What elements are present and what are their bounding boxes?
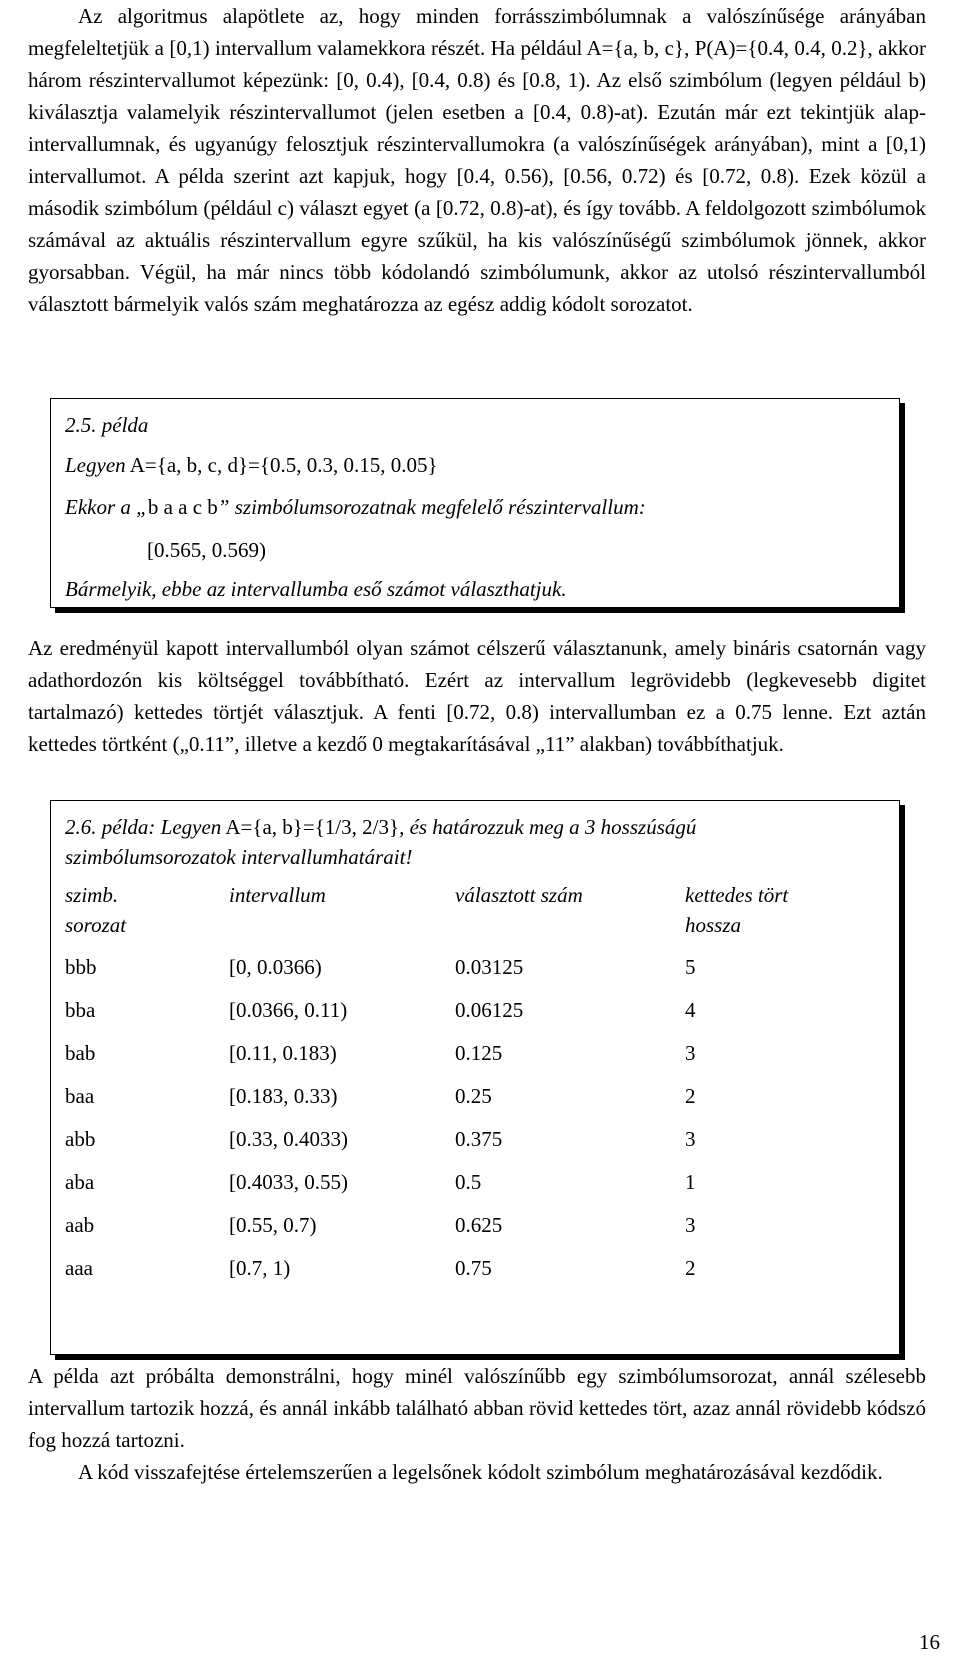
cell-interval: [0.4033, 0.55) bbox=[229, 1170, 348, 1194]
example-2-5-sequence: b a a c b bbox=[147, 495, 218, 519]
cell-number: 0.625 bbox=[455, 1213, 503, 1237]
example-2-5-line2 bbox=[65, 491, 646, 523]
example-2-5-title: 2.5. példa bbox=[65, 413, 149, 437]
cell-interval: [0.33, 0.4033) bbox=[229, 1127, 348, 1151]
paragraph-decoding: A kód visszafejtése értelemszerűen a legelsőnek kódolt szimbólum meghatározásával kezdődik. bbox=[78, 1460, 883, 1484]
example-2-5-interval: [0.565, 0.569) bbox=[147, 538, 266, 562]
header-binary-length-2: hossza bbox=[685, 913, 742, 937]
cell-interval: [0, 0.0366) bbox=[229, 955, 322, 979]
cell-length: 2 bbox=[685, 1256, 696, 1280]
cell-interval: [0.183, 0.33) bbox=[229, 1084, 338, 1108]
cell-length: 3 bbox=[685, 1041, 696, 1065]
cell-length: 3 bbox=[685, 1213, 696, 1237]
cell-length: 2 bbox=[685, 1084, 696, 1108]
page-number: 16 bbox=[919, 1630, 940, 1654]
cell-seq: aab bbox=[65, 1213, 95, 1237]
cell-length: 5 bbox=[685, 955, 696, 979]
header-binary-length-1: kettedes tört bbox=[685, 883, 789, 907]
cell-number: 0.03125 bbox=[455, 955, 524, 979]
cell-interval: [0.7, 1) bbox=[229, 1256, 291, 1280]
example-2-6-set: A={a, b}={1/3, 2/3} bbox=[225, 815, 400, 839]
example-2-5-line1-italic: Legyen bbox=[65, 453, 126, 477]
example-2-5-line2-italic-a: Ekkor a „ bbox=[65, 495, 148, 519]
cell-seq: aaa bbox=[65, 1256, 93, 1280]
cell-number: 0.125 bbox=[455, 1041, 503, 1065]
header-seq-1: szimb. bbox=[65, 883, 119, 907]
example-2-6-title-italic-b: , és határozzuk meg a 3 hosszúságú bbox=[399, 815, 697, 839]
paragraph-algorithm-idea: Az algoritmus alapötlete az, hogy minden forrásszimbólumnak a valószínűsége arányában megfeleltetjük a [0,1) intervallum valamekkora részét. Ha például A={a, b, c}, P(A)={0.4, 0.4, 0.2}, akkor három részintervallumot képezünk: [0, 0.4), [0.4, 0.8) és [0.8, 1). Az első szimbólum (legyen például b) kiválasztja valamelyik részintervallumot (jelen esetben a [0.4, 0.8)-at). Ezután már ezt tekintjük alap-intervallumnak, és ugyanúgy felosztjuk részintervallumokra (a valószínűségek arányában), mint a [0,1) intervallumot. A példa szerint azt kapjuk, hogy [0.4, 0.56), [0.56, 0.72) és [0.72, 0.8). Ezek közül a második szimbólum (például c) választ egyet (a [0.72, 0.8)-at), és így tovább. A feldolgozott szimbólumok számával az aktuális részintervallum egyre szűkül, ha kis valószínűségű szimbólumok jönnek, akkor gyorsabban. Végül, ha már nincs több kódolandó szimbólumunk, akkor az utolsó részintervallumból választott bármelyik valós szám meghatározza az egész addig kódolt sorozatot. bbox=[28, 4, 926, 316]
cell-length: 4 bbox=[685, 998, 696, 1022]
example-2-5-line1 bbox=[65, 449, 438, 481]
cell-seq: bbb bbox=[65, 955, 97, 979]
example-2-6-title-line2: szimbólumsorozatok intervallumhatárait! bbox=[65, 845, 413, 869]
paragraph-binary-choice: Az eredményül kapott intervallumból olyan számot célszerű választanunk, amely bináris csatornán vagy adathordozón kis költséggel továbbítható. Ezért az intervallum legrövidebb (legkevesebb digitet tartalmazó) kettedes törtjét választjuk. A fenti [0.72, 0.8) intervallumban ez a 0.75 lenne. Ezt aztán kettedes törtként („0.11”, illetve a kezdő 0 megtakarításával „11” alakban) továbbíthatjuk. bbox=[28, 636, 926, 756]
example-2-5-box bbox=[50, 398, 900, 608]
cell-seq: bab bbox=[65, 1041, 96, 1065]
example-2-5-line4: Bármelyik, ebbe az intervallumba eső számot választhatjuk. bbox=[65, 577, 567, 601]
cell-interval: [0.55, 0.7) bbox=[229, 1213, 317, 1237]
cell-seq: abb bbox=[65, 1127, 96, 1151]
cell-number: 0.25 bbox=[455, 1084, 492, 1108]
cell-number: 0.5 bbox=[455, 1170, 482, 1194]
cell-seq: baa bbox=[65, 1084, 95, 1108]
example-2-6-box bbox=[50, 800, 900, 1355]
cell-number: 0.75 bbox=[455, 1256, 492, 1280]
cell-number: 0.375 bbox=[455, 1127, 503, 1151]
example-2-5-line1-set: A={a, b, c, d}={0.5, 0.3, 0.15, 0.05} bbox=[129, 453, 438, 477]
header-seq-2: sorozat bbox=[65, 913, 127, 937]
example-2-5-line2-italic-b: ” szimbólumsorozatnak megfelelő részintervallum: bbox=[217, 495, 646, 519]
cell-seq: bba bbox=[65, 998, 96, 1022]
paragraph-probability-demo: A példa azt próbálta demonstrálni, hogy minél valószínűbb egy szimbólumsorozat, annál szélesebb intervallum tartozik hozzá, és annál inkább található abban rövid kettedes tört, azaz annál rövidebb kódszó fog hozzá tartozni. bbox=[28, 1364, 926, 1452]
cell-number: 0.06125 bbox=[455, 998, 524, 1022]
cell-seq: aba bbox=[65, 1170, 95, 1194]
cell-interval: [0.0366, 0.11) bbox=[229, 998, 348, 1022]
cell-interval: [0.11, 0.183) bbox=[229, 1041, 337, 1065]
cell-length: 1 bbox=[685, 1170, 696, 1194]
cell-length: 3 bbox=[685, 1127, 696, 1151]
example-2-6-title bbox=[65, 811, 696, 843]
header-interval: intervallum bbox=[229, 883, 326, 907]
example-2-6-title-italic-a: 2.6. példa: Legyen bbox=[65, 815, 222, 839]
header-chosen-number: választott szám bbox=[455, 883, 583, 907]
